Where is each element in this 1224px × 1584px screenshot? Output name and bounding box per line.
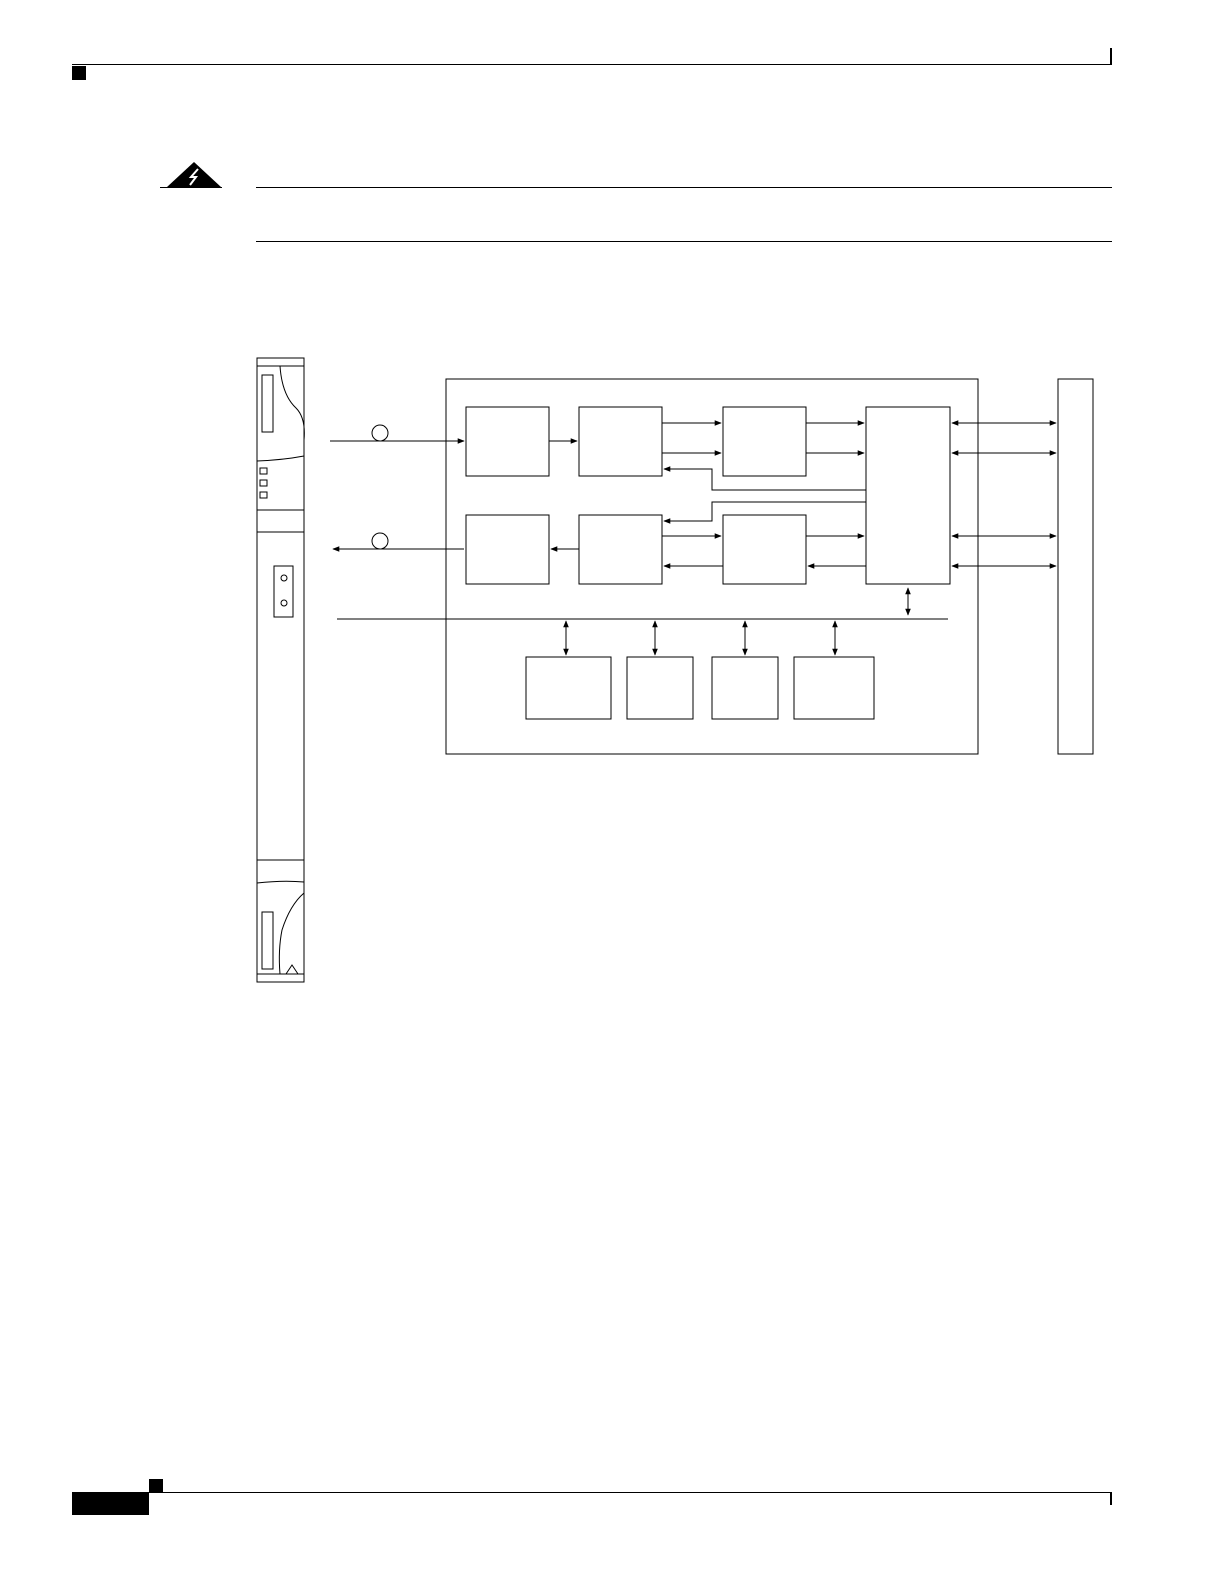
block-bottom-4 [794, 657, 874, 719]
block-rx-2 [579, 407, 662, 476]
block-rx-1 [466, 407, 549, 476]
caution-triangle-icon [286, 965, 298, 974]
footer-tick [1110, 1493, 1112, 1505]
led-indicator-1 [260, 468, 267, 474]
block-bottom-1 [526, 657, 611, 719]
backplane [1058, 379, 1093, 754]
rx-circle [372, 425, 388, 441]
led-indicator-2 [260, 480, 267, 486]
block-rx-3 [723, 407, 806, 476]
block-tx-2 [579, 515, 662, 584]
feedback-to-tx2 [664, 502, 866, 521]
block-bottom-2 [627, 657, 693, 719]
led-indicator-3 [260, 492, 267, 498]
page-number [72, 1495, 78, 1509]
feedback-to-rx2 [664, 469, 866, 490]
footer-rule [72, 1492, 1112, 1493]
tx-circle [372, 533, 388, 549]
optical-interfaces [330, 425, 464, 549]
block-tx-3 [723, 515, 806, 584]
card-faceplate [257, 358, 304, 982]
footer-marker [149, 1479, 163, 1492]
block-tx-1 [466, 515, 549, 584]
optical-connector [274, 566, 293, 617]
block-tall [866, 407, 950, 584]
bottom-ejector-lever [262, 893, 304, 974]
top-ejector-lever [257, 366, 304, 461]
block-bottom-3 [712, 657, 778, 719]
footer-page-tab [72, 1493, 149, 1515]
